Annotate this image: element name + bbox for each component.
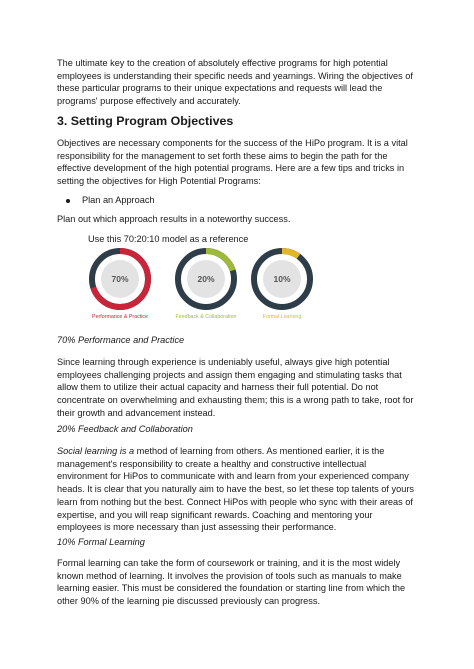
section-20-body-text: method of learning from others. As mentioned earlier, it is the management's responsibility to create a healthy and constructive intellectual environment for HiPos to communicate with and learn from your experienced company heads. It is clear that you naturally aim to have the best, so let these top talents of yours learn from nothing but the best. Connect HiPos with people who sync with their areas of expertise, and you will reap significant rewards. Coaching and mentoring your employees is more necessary than just assessing their performance. — [57, 446, 414, 533]
section-heading: 3. Setting Program Objectives — [57, 114, 234, 128]
bullet-text: Plan an Approach — [82, 195, 155, 205]
ring-category-label: Formal Learning — [262, 314, 302, 320]
ring-category-label: Feedback & Collaboration — [175, 314, 237, 320]
section-20-title: 20% Feedback and Collaboration — [57, 424, 193, 434]
ring-percent-label: 20% — [197, 274, 215, 284]
section-10-body: Formal learning can take the form of coursework or training, and it is the most widely known method of learning. It involves the provision of tools such as manuals to make learning easier. This must be considered the foundation or starting line from which the other 90% of the learning pie discussed previously can progress. — [57, 558, 406, 607]
bullet-item — [66, 194, 155, 206]
objectives-paragraph: Objectives are necessary components for the success of the HiPo program. It is a vital responsibility for the management to set forth these aims to begin the path for the effective development of the high potential programs. Here are a few tips and tricks in setting the objectives for High Potential Programs: — [57, 138, 408, 187]
intro-paragraph: The ultimate key to the creation of absolutely effective programs for high potential employees is understanding their specific needs and yearnings. Wiring the objectives of these particular programs to their unique expectations and requests will lead the programs' purpose effectively and accurately. — [57, 58, 413, 107]
figure-caption: Use this 70:20:10 model as a reference — [88, 234, 249, 244]
ring-percent-label: 70% — [111, 274, 129, 284]
section-20-body-italic: Social learning is a — [57, 446, 135, 456]
model-figure-graphic — [83, 246, 338, 324]
plan-paragraph: Plan out which approach results in a noteworthy success. — [57, 214, 291, 224]
section-70-body: Since learning through experience is undeniably useful, always give high potential employees challenging projects and assign them engaging and stimulating tasks that allow them to utilize their actual capacity and harness their full potential. Do not concentrate on overwhelming and exhausting them; this is a wrong path to take, root for their growth and advancement instead. — [57, 357, 414, 418]
section-20-body — [57, 445, 419, 534]
section-10-title: 10% Formal Learning — [57, 537, 145, 547]
ring-category-label: Performance & Practice — [92, 314, 148, 320]
bullet-dot-icon — [66, 199, 70, 203]
section-70-title: 70% Performance and Practice — [57, 335, 185, 345]
ring-percent-label: 10% — [273, 274, 291, 284]
model-figure — [83, 246, 338, 324]
